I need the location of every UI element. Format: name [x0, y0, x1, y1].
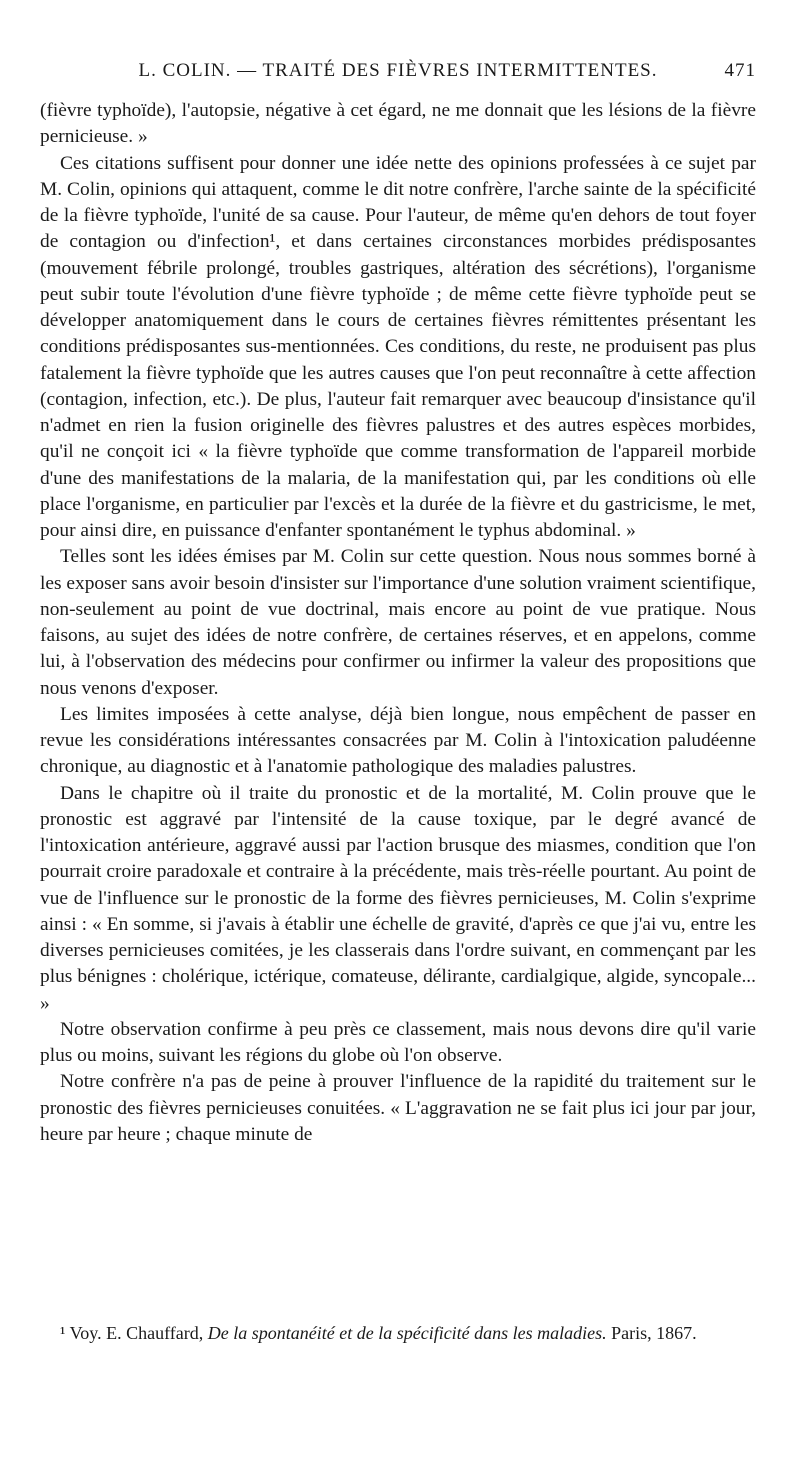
paragraph: Les limites imposées à cette analyse, déjà bien longue, nous empêchent de passer en revue les considérations intéressantes consacrées par M. Colin à l'intoxication paludéenne chronique, au diagnostic et à l'anatomie pathologique des maladies palustres.: [40, 703, 756, 778]
footnote-text: [40, 1320, 756, 1346]
footnote: [40, 1320, 756, 1346]
footnote-marker: ¹: [60, 1323, 66, 1343]
footnote-suffix: Paris, 1867.: [611, 1323, 697, 1343]
page-number: 471: [724, 60, 756, 81]
paragraph: Notre observation confirme à peu près ce classement, mais nous devons dire qu'il varie plus ou moins, suivant les régions du globe où l'on observe.: [40, 1018, 756, 1066]
paragraph: Dans le chapitre où il traite du pronostic et de la mortalité, M. Colin prouve que le pronostic est aggravé par l'intensité de la cause toxique, par le degré avancé de l'intoxication antérieure, aggravé aussi par l'action brusque des miasmes, condition que l'on pourrait croire paradoxale et contraire à la précédente, mais très-réelle pourtant. Au point de vue de l'influence sur le pronostic de la forme des fièvres pernicieuses, M. Colin s'exprime ainsi : « En somme, si j'avais à établir une échelle de gravité, d'après ce que j'ai vu, entre les diverses pernicieuses comitées, je les classerais dans l'ordre suivant, en commençant par les plus bénignes : cholérique, ictérique, comateuse, délirante, cardialgique, algide, syncopale... »: [40, 782, 756, 1014]
paragraph: Ces citations suffisent pour donner une idée nette des opinions professées à ce sujet par M. Colin, opinions qui attaquent, comme le dit notre confrère, l'arche sainte de la spécificité de la fièvre typhoïde, l'unité de sa cause. Pour l'auteur, de même qu'en dehors de tout foyer de contagion ou d'infection¹, et dans certaines circonstances morbides prédisposantes (mouvement fébrile prolongé, troubles gastriques, altération des sécrétions), l'organisme peut subir toute l'évolution d'une fièvre typhoïde ; de même cette fièvre typhoïde peut se développer anatomiquement dans le cours de certaines fièvres rémittentes présentant les conditions prédisposantes sus-mentionnées. Ces conditions, du reste, ne produisent pas plus fatalement la fièvre typhoïde que les autres causes que l'on peut reconnaître à cette affection (contagion, infection, etc.). De plus, l'auteur fait remarquer avec beaucoup d'insistance qu'il n'admet en rien la fusion originelle des fièvres palustres et des autres espèces morbides, qu'il ne conçoit ici « la fièvre typhoïde que comme transformation de l'appareil morbide d'une des manifestations de la malaria, de la manifestation qui, par les conditions où elle place l'organisme, en particulier par l'excès et la durée de la fièvre et du gastricisme, le met, pour ainsi dire, en puissance d'enfanter spontanément le typhus abdominal. »: [40, 152, 756, 541]
page-header: [40, 60, 756, 86]
paragraph: Notre confrère n'a pas de peine à prouver l'influence de la rapidité du traitement sur le pronostic des fièvres pernicieuses conuitées. « L'aggravation ne se fait plus ici jour par jour, heure par heure ; chaque minute de: [40, 1071, 756, 1145]
paragraph: Telles sont les idées émises par M. Colin sur cette question. Nous nous sommes borné à les exposer sans avoir besoin d'insister sur l'importance d'une solution vraiment scientifique, non-seulement au point de vue doctrinal, mais encore au point de vue pratique. Nous faisons, au sujet des idées de notre confrère, de certaines réserves, et en appelons, comme lui, à l'observation des médecins pour confirmer ou infirmer la valeur des propositions que nous venons d'exposer.: [40, 546, 756, 699]
body-text: [40, 98, 756, 1148]
footnote-title: De la spontanéité et de la spécificité dans les maladies.: [207, 1323, 607, 1343]
paragraph: (fièvre typhoïde), l'autopsie, négative à cet égard, ne me donnait que les lésions de la fièvre pernicieuse. »: [40, 100, 756, 148]
running-title: L. COLIN. — TRAITÉ DES FIÈVRES INTERMITTENTES.: [138, 60, 658, 81]
footnote-prefix: Voy. E. Chauffard,: [69, 1323, 204, 1343]
